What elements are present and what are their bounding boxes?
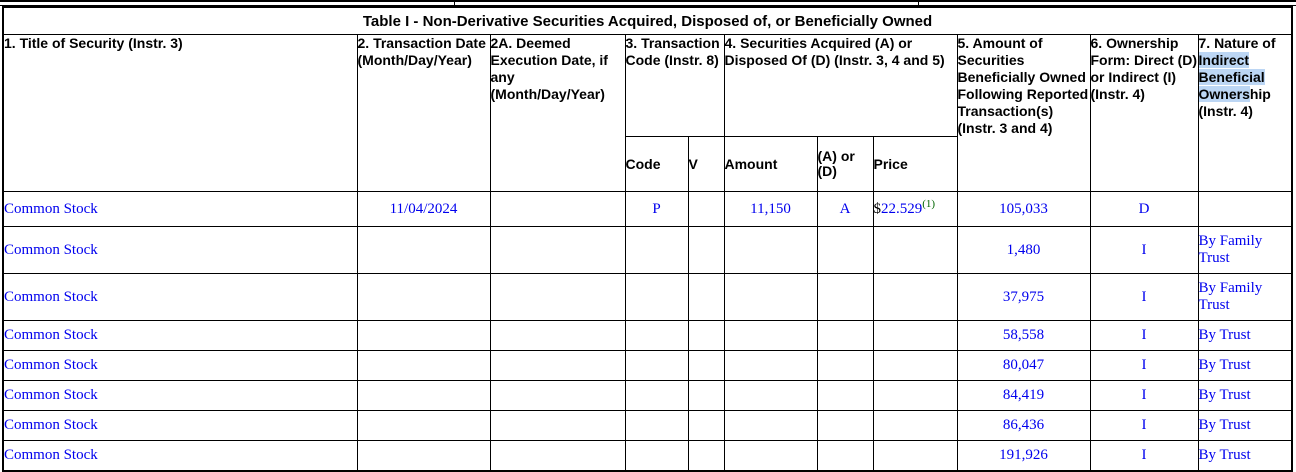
table-row — [3, 411, 1292, 441]
ownership-form-cell: I — [1090, 411, 1198, 441]
price-cell — [873, 321, 957, 351]
price-cell — [873, 351, 957, 381]
transaction-date-cell: 11/04/2024 — [357, 192, 490, 227]
owned-amount-cell: 84,419 — [957, 381, 1090, 411]
header-securities-acquired-disposed: 4. Securities Acquired (A) or Disposed Of (D) (Instr. 3, 4 and 5) — [724, 35, 957, 137]
ownership-form-cell: D — [1090, 192, 1198, 227]
table-row — [3, 441, 1292, 472]
subheader-a-or-d: (A) or (D) — [817, 137, 873, 192]
header-ownership-form: 6. Ownership Form: Direct (D) or Indirect (I) (Instr. 4) — [1090, 35, 1198, 192]
security-title-cell: Common Stock — [3, 227, 357, 274]
code-cell — [625, 274, 688, 321]
subheader-v: V — [688, 137, 724, 192]
transaction-date-cell — [357, 381, 490, 411]
header-deemed-execution-date: 2A. Deemed Execution Date, if any (Month/Day/Year) — [490, 35, 625, 192]
v-cell — [688, 381, 724, 411]
nature-cell: By Trust — [1198, 321, 1292, 351]
a-or-d-cell — [817, 227, 873, 274]
a-or-d-cell — [817, 351, 873, 381]
ownership-form-cell: I — [1090, 381, 1198, 411]
deemed-date-cell — [490, 227, 625, 274]
owned-amount-cell: 80,047 — [957, 351, 1090, 381]
owned-amount-cell: 37,975 — [957, 274, 1090, 321]
deemed-date-cell — [490, 274, 625, 321]
header-nature-text: 7. Nature of — [1198, 35, 1276, 51]
security-title-cell: Common Stock — [3, 411, 357, 441]
a-or-d-cell — [817, 411, 873, 441]
text-selection-highlight[interactable]: Indirect Beneficial Owners — [1198, 52, 1265, 102]
price-currency: $ — [873, 200, 881, 217]
nature-cell — [1198, 192, 1292, 227]
amount-cell — [724, 351, 817, 381]
amount-cell — [724, 441, 817, 472]
security-title-cell: Common Stock — [3, 274, 357, 321]
nature-cell: By Trust — [1198, 441, 1292, 472]
v-cell — [688, 274, 724, 321]
nature-cell: By Trust — [1198, 381, 1292, 411]
nature-cell: By Family Trust — [1198, 227, 1292, 274]
code-cell — [625, 351, 688, 381]
price-cell — [873, 441, 957, 472]
security-title-cell: Common Stock — [3, 441, 357, 472]
a-or-d-cell — [817, 274, 873, 321]
code-cell — [625, 441, 688, 472]
a-or-d-cell — [817, 381, 873, 411]
owned-amount-cell: 105,033 — [957, 192, 1090, 227]
code-cell — [625, 321, 688, 351]
v-cell — [688, 192, 724, 227]
table-title: Table I - Non-Derivative Securities Acquired, Disposed of, or Beneficially Owned — [3, 7, 1292, 35]
owned-amount-cell: 191,926 — [957, 441, 1090, 472]
deemed-date-cell — [490, 441, 625, 472]
v-cell — [688, 351, 724, 381]
deemed-date-cell — [490, 192, 625, 227]
deemed-date-cell — [490, 381, 625, 411]
amount-cell — [724, 321, 817, 351]
header-transaction-date: 2. Transaction Date (Month/Day/Year) — [357, 35, 490, 192]
owned-amount-cell: 1,480 — [957, 227, 1090, 274]
transaction-date-cell — [357, 321, 490, 351]
v-cell — [688, 227, 724, 274]
transaction-date-cell — [357, 411, 490, 441]
ownership-form-cell: I — [1090, 351, 1198, 381]
price-cell — [873, 227, 957, 274]
deemed-date-cell — [490, 321, 625, 351]
code-cell — [625, 411, 688, 441]
transaction-date-cell — [357, 351, 490, 381]
price-cell — [873, 274, 957, 321]
code-cell — [625, 381, 688, 411]
a-or-d-cell — [817, 441, 873, 472]
amount-cell: 11,150 — [724, 192, 817, 227]
non-derivative-securities-table — [2, 6, 1293, 472]
security-title-cell: Common Stock — [3, 192, 357, 227]
table-row — [3, 227, 1292, 274]
header-nature-text: hip (Instr. 4) — [1198, 86, 1271, 119]
subheader-amount: Amount — [724, 137, 817, 192]
price-cell — [873, 381, 957, 411]
price-cell — [873, 411, 957, 441]
transaction-date-cell — [357, 227, 490, 274]
amount-cell — [724, 274, 817, 321]
security-title-cell: Common Stock — [3, 351, 357, 381]
transaction-date-cell — [357, 441, 490, 472]
owned-amount-cell: 86,436 — [957, 411, 1090, 441]
security-title-cell: Common Stock — [3, 381, 357, 411]
nature-cell: By Trust — [1198, 351, 1292, 381]
deemed-date-cell — [490, 351, 625, 381]
v-cell — [688, 411, 724, 441]
header-nature-of-ownership — [1198, 35, 1292, 192]
table-row — [3, 192, 1292, 227]
transaction-date-cell — [357, 274, 490, 321]
nature-cell: By Trust — [1198, 411, 1292, 441]
table-row — [3, 351, 1292, 381]
owned-amount-cell: 58,558 — [957, 321, 1090, 351]
subheader-code: Code — [625, 137, 688, 192]
header-transaction-code: 3. Transaction Code (Instr. 8) — [625, 35, 724, 137]
code-cell — [625, 227, 688, 274]
v-cell — [688, 321, 724, 351]
ownership-form-cell: I — [1090, 227, 1198, 274]
a-or-d-cell: A — [817, 192, 873, 227]
nature-cell: By Family Trust — [1198, 274, 1292, 321]
a-or-d-cell — [817, 321, 873, 351]
subheader-price: Price — [873, 137, 957, 192]
security-title-cell: Common Stock — [3, 321, 357, 351]
ownership-form-cell: I — [1090, 274, 1198, 321]
ownership-form-cell: I — [1090, 441, 1198, 472]
deemed-date-cell — [490, 411, 625, 441]
price-value: 22.529 — [881, 200, 923, 217]
table-row — [3, 381, 1292, 411]
amount-cell — [724, 227, 817, 274]
ownership-form-cell: I — [1090, 321, 1198, 351]
price-cell — [873, 192, 957, 227]
header-amount-beneficially-owned: 5. Amount of Securities Beneficially Owned Following Reported Transaction(s) (Instr. 3 and 4) — [957, 35, 1090, 192]
amount-cell — [724, 411, 817, 441]
table-row — [3, 274, 1292, 321]
code-cell: P — [625, 192, 688, 227]
header-title-of-security: 1. Title of Security (Instr. 3) — [3, 35, 357, 192]
table-row — [3, 321, 1292, 351]
footnote-link[interactable]: (1) — [922, 197, 936, 210]
amount-cell — [724, 381, 817, 411]
v-cell — [688, 441, 724, 472]
